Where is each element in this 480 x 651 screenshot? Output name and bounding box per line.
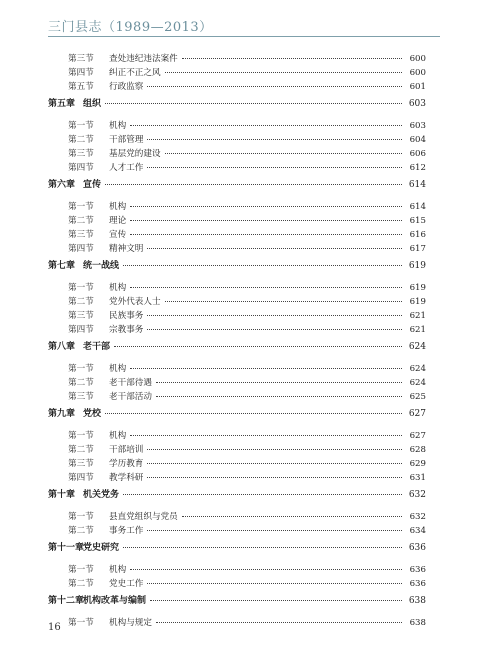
toc-entry-number: 第二节	[68, 579, 94, 589]
toc-chapter-row[interactable]	[48, 489, 426, 503]
toc-entry-title: 干部培训	[109, 444, 144, 455]
toc-entry-number: 第二节	[68, 296, 94, 307]
toc-entry-number: 第一节	[68, 511, 94, 522]
toc-entry-page: 614	[409, 202, 426, 213]
toc-section-row[interactable]	[48, 148, 426, 162]
toc-entry-page: 629	[409, 458, 426, 469]
toc-entry-title: 精神文明	[109, 243, 144, 254]
dot-leader	[147, 139, 402, 140]
toc-section-row[interactable]	[48, 229, 426, 243]
toc-entry-number: 第一节	[68, 565, 94, 576]
toc-entry-title: 理论	[109, 215, 127, 226]
dot-leader	[156, 382, 402, 383]
toc-entry-page: 601	[409, 81, 426, 92]
toc-entry-number: 第一节	[68, 121, 94, 132]
dot-leader	[165, 301, 402, 302]
toc-entry-title: 机构	[109, 565, 127, 576]
toc-entry-page: 619	[409, 296, 426, 307]
toc-section-row[interactable]	[48, 377, 426, 391]
dot-leader	[123, 494, 402, 495]
dot-leader	[147, 463, 402, 464]
toc-entry-number: 第四节	[68, 472, 94, 483]
toc-section-row[interactable]	[48, 282, 426, 296]
toc-entry-page: 627	[408, 409, 426, 420]
toc-entry-page: 638	[408, 596, 426, 607]
toc-section-row[interactable]	[48, 201, 426, 215]
toc-entry-page: 627	[409, 430, 426, 441]
toc-chapter-row[interactable]	[48, 408, 426, 422]
toc-section-row[interactable]	[48, 243, 426, 257]
toc-entry-page: 625	[409, 391, 426, 402]
toc-entry-page: 619	[409, 282, 426, 293]
toc-entry-title: 党校	[83, 409, 102, 420]
dot-leader	[182, 58, 402, 59]
dot-leader	[147, 530, 402, 531]
toc-entry-title: 老干部	[83, 342, 111, 353]
toc-section-row[interactable]	[48, 120, 426, 134]
toc-chapter-row[interactable]	[48, 260, 426, 274]
toc-entry-page: 612	[409, 162, 426, 173]
toc-entry-page: 600	[409, 54, 426, 64]
dot-leader	[165, 153, 402, 154]
toc-section-row[interactable]	[48, 472, 426, 486]
toc-entry-page: 617	[409, 243, 426, 254]
toc-entry-page: 634	[409, 525, 426, 536]
dot-leader	[182, 516, 402, 517]
toc-section-row[interactable]	[48, 444, 426, 458]
toc-entry-page: 619	[408, 261, 426, 272]
toc-section-row[interactable]	[48, 617, 426, 631]
dot-leader	[130, 206, 402, 207]
dot-leader	[147, 583, 402, 584]
toc-entry-title: 学历教育	[109, 458, 144, 469]
toc-section-row[interactable]	[48, 162, 426, 176]
toc-chapter-row[interactable]	[48, 98, 426, 112]
toc-section-row[interactable]	[48, 525, 426, 539]
toc-entry-title: 宣传	[83, 180, 102, 191]
toc-entry-number: 第五节	[68, 81, 94, 92]
toc-entry-title: 党史研究	[83, 543, 120, 554]
toc-entry-number: 第五章	[48, 99, 76, 110]
toc-entry-page: 621	[409, 310, 426, 321]
dot-leader	[150, 600, 402, 601]
toc-entry-page: 624	[408, 342, 426, 353]
toc-section-row[interactable]	[48, 458, 426, 472]
toc-entry-title: 机构	[109, 363, 127, 374]
toc-entry-title: 机构改革与编制	[83, 596, 147, 607]
toc-entry-page: 628	[409, 444, 426, 455]
toc-section-row[interactable]	[48, 391, 426, 405]
dot-leader	[105, 184, 402, 185]
page-number: 16	[48, 622, 61, 633]
dot-leader	[130, 220, 402, 221]
toc-entry-title: 老干部活动	[109, 391, 152, 402]
toc-entry-title: 党史工作	[109, 579, 144, 589]
dot-leader	[105, 413, 402, 414]
toc-entry-page: 632	[408, 490, 426, 501]
toc-entry-page: 600	[409, 67, 426, 78]
toc-entry-title: 机构	[109, 121, 127, 132]
toc-entry-title: 机构	[109, 282, 127, 293]
toc-entry-page: 614	[408, 180, 426, 191]
toc-entry-title: 机构	[109, 430, 127, 441]
toc-section-row[interactable]	[48, 324, 426, 338]
running-header-title: 三门县志（1989—2013）	[48, 20, 213, 35]
toc-entry-page: 606	[409, 148, 426, 159]
header-rule	[48, 36, 440, 37]
toc-entry-number: 第一节	[68, 430, 94, 441]
dot-leader	[156, 622, 402, 623]
toc-chapter-row[interactable]	[48, 542, 426, 556]
toc-entry-title: 民族事务	[109, 310, 144, 321]
toc-section-row[interactable]	[48, 363, 426, 377]
toc-entry-number: 第一节	[68, 282, 94, 293]
toc-section-row[interactable]	[48, 215, 426, 229]
dot-leader	[130, 569, 402, 570]
toc-entry-page: 603	[408, 99, 426, 110]
dot-leader	[130, 287, 402, 288]
dot-leader	[130, 435, 402, 436]
toc-entry-title: 机构	[109, 202, 127, 213]
toc-section-row[interactable]	[48, 67, 426, 81]
toc-entry-title: 干部管理	[109, 134, 144, 145]
toc-section-row[interactable]	[48, 511, 426, 525]
toc-entry-title: 人才工作	[109, 162, 144, 173]
toc-section-row[interactable]	[48, 81, 426, 95]
dot-leader	[130, 234, 402, 235]
toc-entry-page: 621	[409, 324, 426, 335]
toc-section-row[interactable]	[48, 430, 426, 444]
toc-entry-number: 第二节	[68, 444, 94, 455]
toc-section-row[interactable]	[48, 578, 426, 592]
toc-entry-page: 604	[409, 134, 426, 145]
toc-entry-title: 党外代表人士	[109, 296, 161, 307]
table-of-contents	[48, 53, 426, 631]
toc-entry-title: 组织	[83, 99, 102, 110]
toc-entry-page: 638	[409, 618, 426, 629]
toc-entry-number: 第四节	[68, 162, 94, 173]
dot-leader	[147, 248, 402, 249]
toc-entry-number: 第三节	[68, 310, 94, 321]
toc-entry-number: 第三节	[68, 54, 94, 64]
toc-entry-number: 第八章	[48, 342, 76, 353]
toc-entry-title: 纠正不正之风	[109, 67, 161, 78]
dot-leader	[147, 167, 402, 168]
toc-entry-title: 宣传	[109, 229, 127, 240]
toc-entry-page: 616	[409, 229, 426, 240]
toc-entry-number: 第二节	[68, 215, 94, 226]
toc-chapter-row[interactable]	[48, 595, 426, 609]
toc-entry-number: 第四节	[68, 67, 94, 78]
toc-section-row[interactable]	[48, 53, 426, 67]
toc-entry-number: 第三节	[68, 229, 94, 240]
dot-leader	[156, 396, 402, 397]
toc-entry-number: 第十一章	[48, 543, 85, 554]
toc-entry-number: 第三节	[68, 148, 94, 159]
toc-entry-number: 第一节	[68, 618, 94, 629]
toc-entry-number: 第四节	[68, 243, 94, 254]
dot-leader	[147, 449, 402, 450]
dot-leader	[147, 329, 402, 330]
dot-leader	[123, 547, 402, 548]
toc-entry-number: 第一节	[68, 363, 94, 374]
toc-entry-title: 行政监察	[109, 81, 144, 92]
dot-leader	[114, 346, 402, 347]
toc-entry-number: 第九章	[48, 409, 76, 420]
dot-leader	[147, 315, 402, 316]
toc-entry-title: 县直党组织与党员	[109, 511, 178, 522]
toc-chapter-row[interactable]	[48, 179, 426, 193]
toc-entry-page: 632	[409, 511, 426, 522]
toc-entry-title: 老干部待遇	[109, 377, 152, 388]
toc-entry-page: 631	[409, 472, 426, 483]
dot-leader	[130, 368, 402, 369]
toc-entry-page: 636	[409, 565, 426, 576]
toc-entry-page: 615	[409, 215, 426, 226]
dot-leader	[130, 125, 402, 126]
dot-leader	[165, 72, 402, 73]
toc-entry-number: 第六章	[48, 180, 76, 191]
toc-entry-title: 统一战线	[83, 261, 120, 272]
toc-entry-number: 第二节	[68, 134, 94, 145]
toc-entry-number: 第七章	[48, 261, 76, 272]
toc-chapter-row[interactable]	[48, 341, 426, 355]
toc-entry-number: 第十章	[48, 490, 76, 501]
toc-entry-title: 查处违纪违法案件	[109, 54, 178, 64]
toc-entry-number: 第十二章	[48, 596, 85, 607]
toc-entry-number: 第一节	[68, 202, 94, 213]
toc-section-row[interactable]	[48, 564, 426, 578]
toc-entry-page: 624	[409, 377, 426, 388]
toc-section-row[interactable]	[48, 134, 426, 148]
toc-entry-number: 第三节	[68, 458, 94, 469]
toc-entry-page: 603	[409, 121, 426, 132]
dot-leader	[147, 86, 402, 87]
toc-entry-page: 636	[409, 579, 426, 589]
toc-entry-title: 事务工作	[109, 525, 144, 536]
toc-entry-title: 基层党的建设	[109, 148, 161, 159]
toc-entry-number: 第四节	[68, 324, 94, 335]
toc-entry-page: 624	[409, 363, 426, 374]
toc-entry-title: 机构与规定	[109, 618, 152, 629]
dot-leader	[147, 477, 402, 478]
toc-entry-page: 636	[408, 543, 426, 554]
toc-entry-number: 第三节	[68, 391, 94, 402]
toc-section-row[interactable]	[48, 296, 426, 310]
toc-section-row[interactable]	[48, 310, 426, 324]
dot-leader	[123, 265, 402, 266]
toc-entry-title: 教学科研	[109, 472, 144, 483]
toc-entry-title: 机关党务	[83, 490, 120, 501]
toc-entry-number: 第二节	[68, 525, 94, 536]
toc-entry-number: 第二节	[68, 377, 94, 388]
toc-entry-title: 宗教事务	[109, 324, 144, 335]
dot-leader	[105, 103, 402, 104]
